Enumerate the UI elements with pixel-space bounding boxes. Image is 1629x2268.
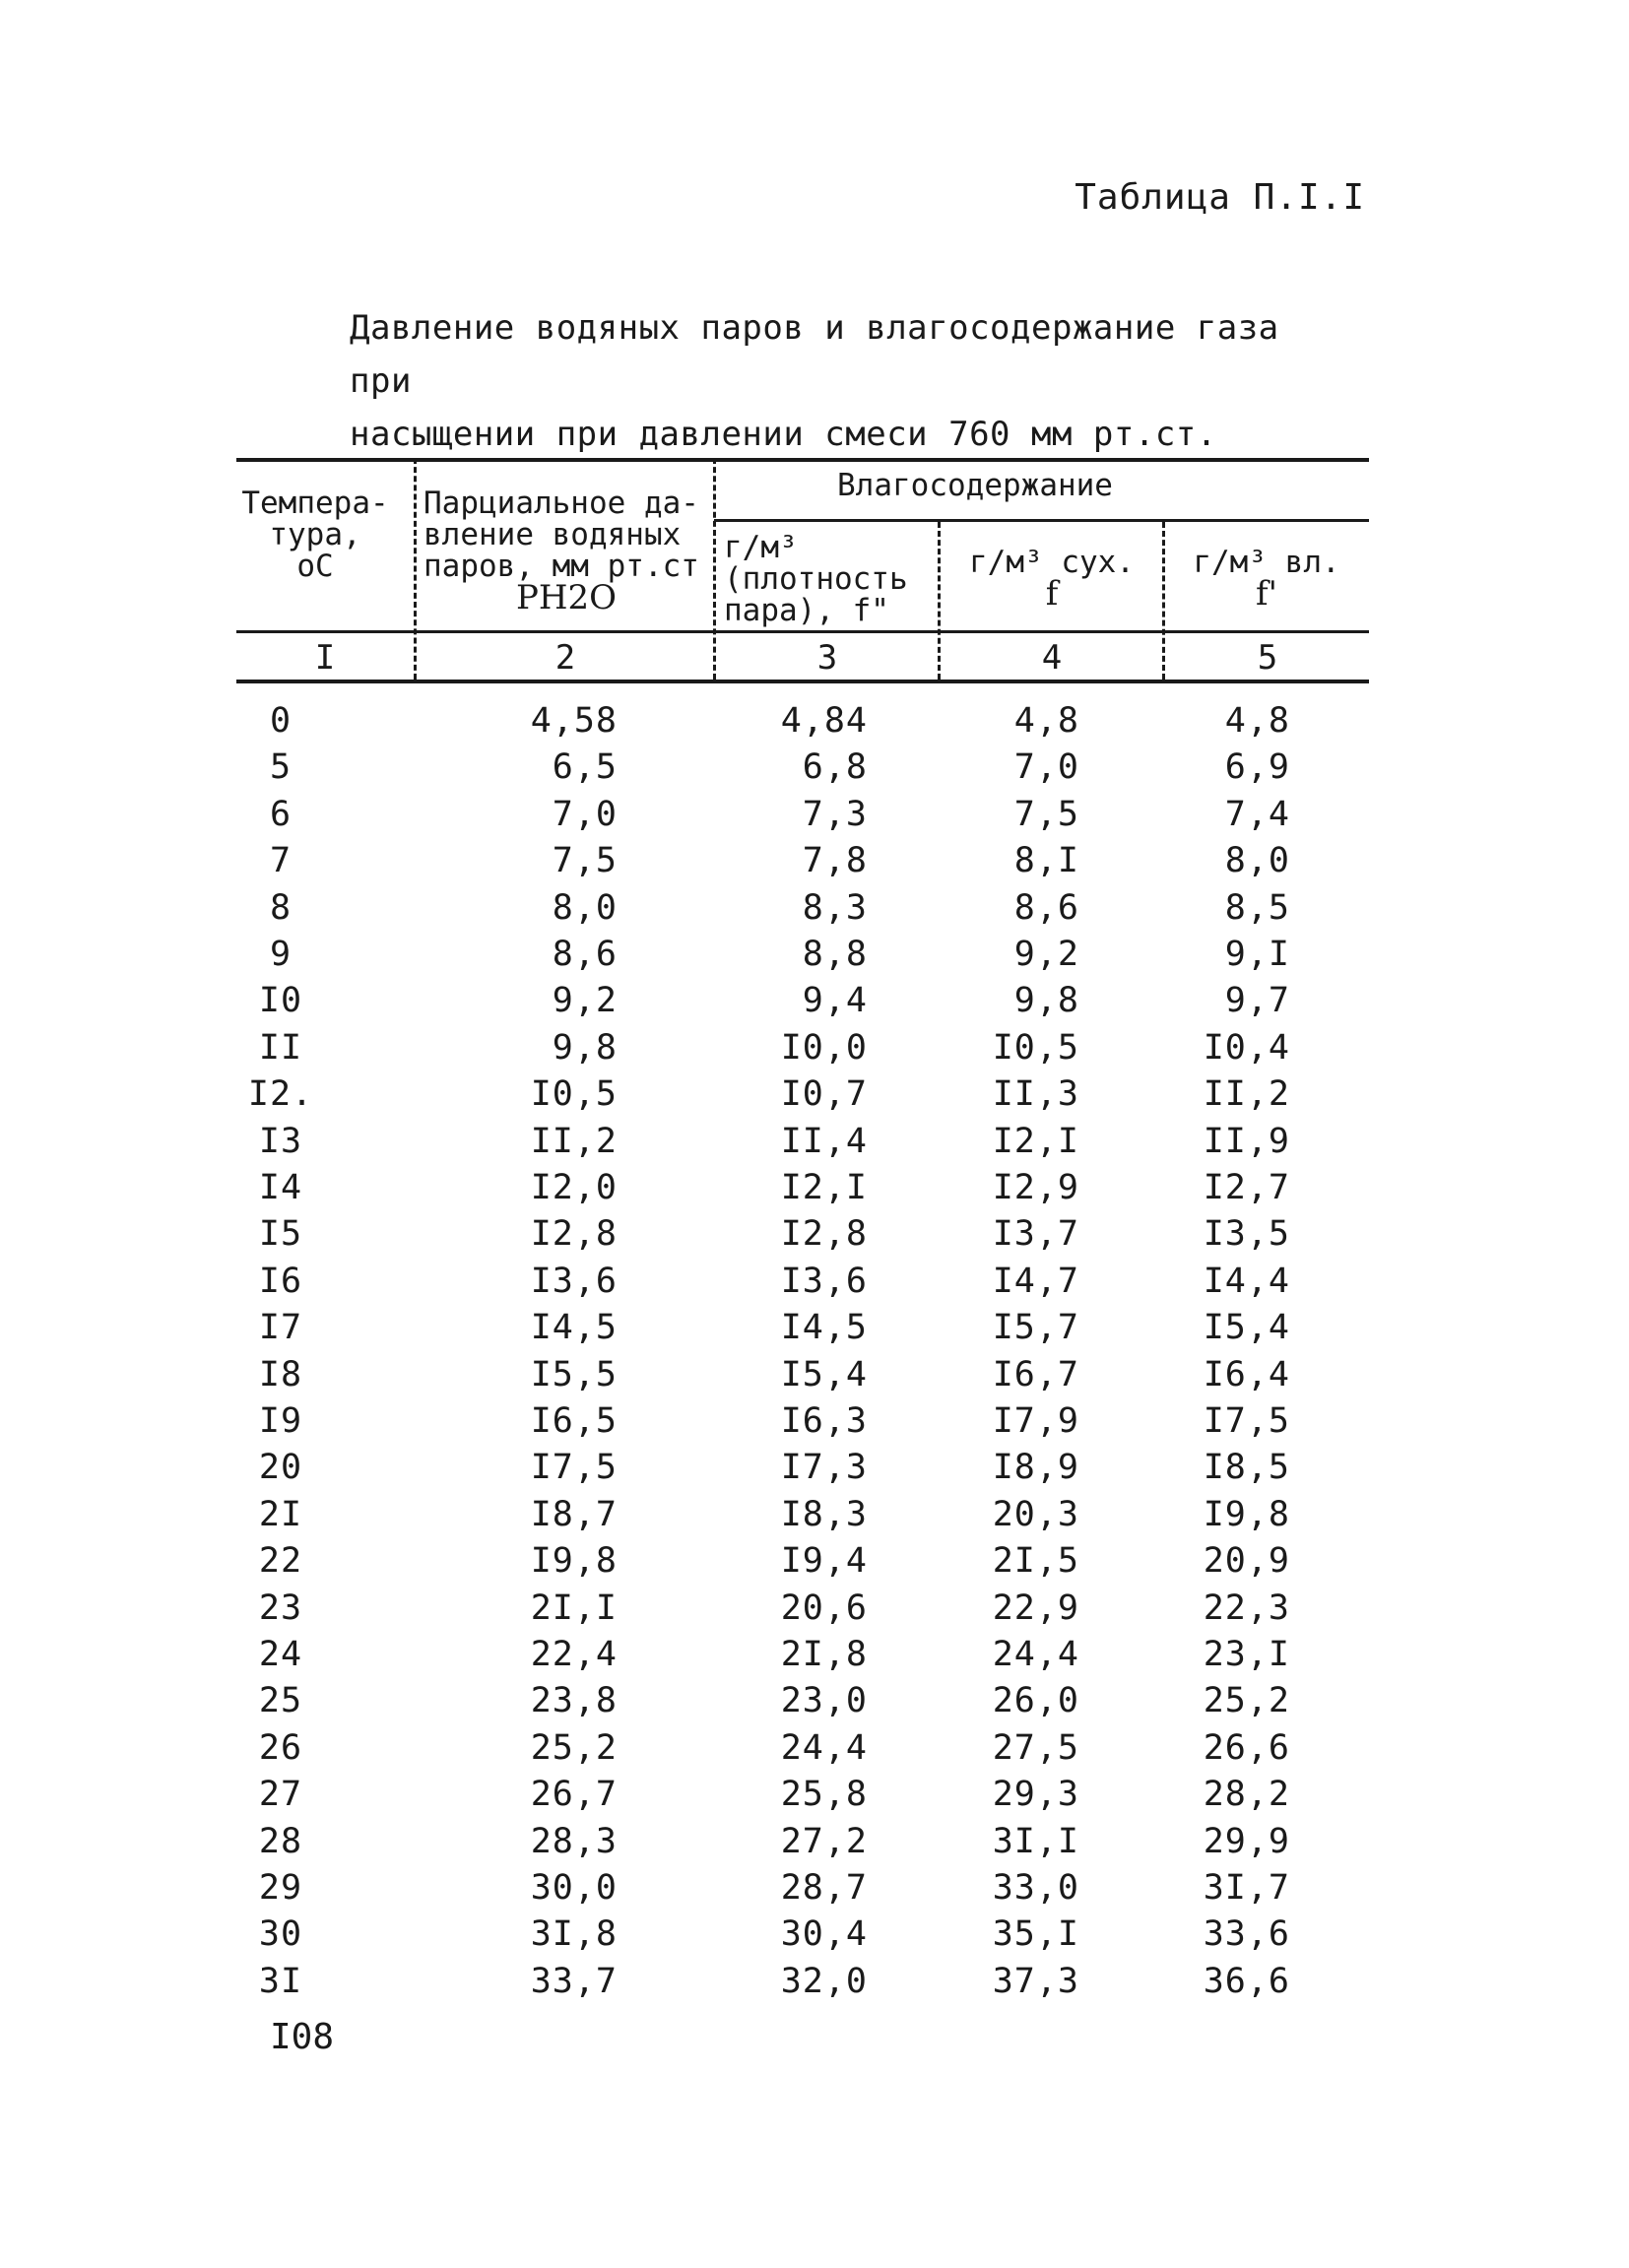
table-cell: 30,4 <box>780 1914 868 1955</box>
table-cell: I5,4 <box>1203 1308 1290 1348</box>
header-partial-pressure: Парциальное да- вление водяных паров, мм рт.ст PH2O <box>424 487 709 614</box>
table-cell: I8 <box>258 1354 303 1394</box>
table-cell: I8,9 <box>992 1448 1079 1488</box>
table-cell: I4,5 <box>780 1308 868 1348</box>
header-moisture-group: Влагосодержание <box>837 468 1113 503</box>
table-cell: 8 <box>269 887 293 928</box>
table-cell: 8,0 <box>552 887 618 928</box>
table-cell: 9,4 <box>802 981 868 1021</box>
table-cell: II,2 <box>530 1121 618 1161</box>
column-number-2: 2 <box>554 638 576 678</box>
table-row <box>0 1122 1629 1168</box>
table-row <box>0 1168 1629 1214</box>
table-cell: 2I <box>258 1494 303 1534</box>
table-cell: 9,8 <box>1013 981 1079 1021</box>
column-number-1: I <box>314 638 336 678</box>
table-cell: II <box>258 1027 303 1068</box>
column-number-5: 5 <box>1257 638 1278 678</box>
table-row <box>0 888 1629 935</box>
table-cell: II,2 <box>1203 1074 1290 1115</box>
table-cell: 23,0 <box>780 1681 868 1721</box>
table-cell: I0,5 <box>992 1027 1079 1068</box>
table-row <box>0 747 1629 794</box>
table-cell: 7,4 <box>1224 794 1290 834</box>
table-cell: 3I,I <box>992 1821 1079 1861</box>
table-cell: 33,7 <box>530 1961 618 2001</box>
table-row <box>0 1541 1629 1588</box>
table-cell: 3I,7 <box>1203 1868 1290 1908</box>
table-cell: 7,3 <box>802 794 868 834</box>
table-cell: I7 <box>258 1308 303 1348</box>
table-row <box>0 1962 1629 2008</box>
table-cell: 23 <box>258 1588 303 1628</box>
table-row <box>0 1635 1629 1681</box>
table-cell: 3I,8 <box>530 1914 618 1955</box>
column-number-3: 3 <box>816 638 838 678</box>
table-cell: 9 <box>269 935 293 974</box>
page-number: I08 <box>270 2017 335 2057</box>
table-row <box>0 935 1629 981</box>
table-cell: 22,4 <box>530 1635 618 1674</box>
table-cell: 24,4 <box>992 1635 1079 1674</box>
table-cell: 27 <box>258 1775 303 1815</box>
table-cell: I4,5 <box>530 1308 618 1348</box>
table-cell: I9,8 <box>1203 1494 1290 1534</box>
table-cell: 9,2 <box>552 981 618 1021</box>
table-cell: 9,I <box>1224 935 1290 974</box>
table-cell: I2,I <box>780 1168 868 1207</box>
table-cell: 8,6 <box>1013 887 1079 928</box>
table-row <box>0 1728 1629 1775</box>
table-cell: 2I,8 <box>780 1635 868 1674</box>
table-row <box>0 841 1629 887</box>
table-cell: 4,8 <box>1224 701 1290 741</box>
table-cell: I8,5 <box>1203 1448 1290 1488</box>
table-cell: 5 <box>269 747 293 788</box>
table-cell: 26,7 <box>530 1775 618 1815</box>
table-cell: 25,8 <box>780 1775 868 1815</box>
table-cell: I0,7 <box>780 1074 868 1115</box>
column-number-4: 4 <box>1041 638 1063 678</box>
table-cell: 25 <box>258 1681 303 1721</box>
table-cell: I2. <box>247 1074 314 1115</box>
table-cell: I0,4 <box>1203 1027 1290 1068</box>
table-row <box>0 1495 1629 1541</box>
table-cell: 9,7 <box>1224 981 1290 1021</box>
table-cell: 9,2 <box>1013 935 1079 974</box>
table-top-rule <box>236 458 1369 462</box>
table-cell: 8,6 <box>552 935 618 974</box>
table-cell: 33,0 <box>992 1868 1079 1908</box>
table-cell: 7,5 <box>552 841 618 881</box>
header-col5: г/м³ вл. f' <box>1193 545 1340 614</box>
table-cell: 8,3 <box>802 887 868 928</box>
column-numbers-rule <box>236 680 1369 683</box>
table-cell: 20,6 <box>780 1588 868 1628</box>
table-title <box>350 301 1335 461</box>
table-cell: 8,0 <box>1224 841 1290 881</box>
table-cell: 26,0 <box>992 1681 1079 1721</box>
table-row <box>0 795 1629 841</box>
table-caption: Таблица П.I.I <box>1075 177 1365 218</box>
table-cell: 29,3 <box>992 1775 1079 1815</box>
table-cell: 24,4 <box>780 1727 868 1768</box>
table-cell: 8,8 <box>802 935 868 974</box>
table-cell: I4 <box>258 1168 303 1207</box>
table-cell: I6,3 <box>780 1401 868 1441</box>
table-cell: 3I <box>258 1961 303 2001</box>
table-cell: I9,4 <box>780 1541 868 1582</box>
table-cell: 36,6 <box>1203 1961 1290 2001</box>
table-row <box>0 1262 1629 1308</box>
table-cell: I3,6 <box>530 1261 618 1301</box>
table-cell: 6,8 <box>802 747 868 788</box>
table-cell: 32,0 <box>780 1961 868 2001</box>
table-cell: 20 <box>258 1448 303 1488</box>
table-row <box>0 1914 1629 1961</box>
table-cell: 27,2 <box>780 1821 868 1861</box>
table-row <box>0 1775 1629 1821</box>
table-row <box>0 1308 1629 1354</box>
table-cell: 2I,I <box>530 1588 618 1628</box>
table-cell: I5,5 <box>530 1354 618 1394</box>
table-cell: 7,8 <box>802 841 868 881</box>
header-col3: г/м³ (плотность пара), f" <box>724 530 908 628</box>
table-row <box>0 1822 1629 1868</box>
table-cell: 8,I <box>1013 841 1079 881</box>
table-cell: I5,4 <box>780 1354 868 1394</box>
table-cell: I3,6 <box>780 1261 868 1301</box>
table-cell: I7,9 <box>992 1401 1079 1441</box>
table-cell: I2,0 <box>530 1168 618 1207</box>
table-cell: I2,8 <box>530 1214 618 1255</box>
table-cell: 4,84 <box>780 701 868 741</box>
table-cell: I7,5 <box>1203 1401 1290 1441</box>
table-cell: 28 <box>258 1821 303 1861</box>
table-cell: 4,8 <box>1013 701 1079 741</box>
header-col4: г/м³ сух. f <box>969 545 1135 614</box>
table-cell: I9,8 <box>530 1541 618 1582</box>
table-cell: 22,3 <box>1203 1588 1290 1628</box>
table-cell: 2I,5 <box>992 1541 1079 1582</box>
separator-4 <box>1162 522 1165 680</box>
table-cell: I2,8 <box>780 1214 868 1255</box>
table-cell: 28,7 <box>780 1868 868 1908</box>
header-bottom-rule <box>236 630 1369 633</box>
table-cell: 0 <box>269 701 293 741</box>
table-cell: 4,58 <box>530 701 618 741</box>
table-cell: 35,I <box>992 1914 1079 1955</box>
separator-1 <box>414 458 417 680</box>
table-cell: 6 <box>269 794 293 834</box>
table-cell: I6,5 <box>530 1401 618 1441</box>
table-cell: I5,7 <box>992 1308 1079 1348</box>
table-cell: 37,3 <box>992 1961 1079 2001</box>
table-row <box>0 701 1629 747</box>
table-cell: I3 <box>258 1121 303 1161</box>
table-cell: 33,6 <box>1203 1914 1290 1955</box>
table-cell: 26 <box>258 1727 303 1768</box>
table-cell: 30 <box>258 1914 303 1955</box>
table-cell: 23,I <box>1203 1635 1290 1674</box>
table-cell: 6,9 <box>1224 747 1290 788</box>
moisture-group-rule <box>714 519 1369 522</box>
table-cell: 23,8 <box>530 1681 618 1721</box>
table-cell: I2,I <box>992 1121 1079 1161</box>
table-cell: 25,2 <box>530 1727 618 1768</box>
table-row <box>0 1028 1629 1074</box>
table-cell: 25,2 <box>1203 1681 1290 1721</box>
table-cell: 7,0 <box>1013 747 1079 788</box>
table-cell: 27,5 <box>992 1727 1079 1768</box>
table-cell: I6,4 <box>1203 1354 1290 1394</box>
pressure-symbol: PH2O <box>515 578 618 617</box>
table-cell: 7 <box>269 841 293 881</box>
table-cell: 22 <box>258 1541 303 1582</box>
table-cell: I3,7 <box>992 1214 1079 1255</box>
table-cell: 30,0 <box>530 1868 618 1908</box>
table-cell: I5 <box>258 1214 303 1255</box>
table-cell: I2,7 <box>1203 1168 1290 1207</box>
table-cell: 28,3 <box>530 1821 618 1861</box>
table-row <box>0 981 1629 1027</box>
table-cell: I0,5 <box>530 1074 618 1115</box>
table-row <box>0 1355 1629 1401</box>
table-cell: I8,3 <box>780 1494 868 1534</box>
table-cell: 29,9 <box>1203 1821 1290 1861</box>
table-cell: 7,5 <box>1013 794 1079 834</box>
title-line-2: насыщении при давлении смеси 760 мм рт.ст. <box>350 415 1217 454</box>
separator-3 <box>938 522 941 680</box>
table-cell: I7,3 <box>780 1448 868 1488</box>
table-cell: I0,0 <box>780 1027 868 1068</box>
table-cell: 7,0 <box>552 794 618 834</box>
table-cell: I4,4 <box>1203 1261 1290 1301</box>
table-cell: I6 <box>258 1261 303 1301</box>
table-cell: 29 <box>258 1868 303 1908</box>
table-row <box>0 1401 1629 1448</box>
table-cell: 8,5 <box>1224 887 1290 928</box>
table-cell: I2,9 <box>992 1168 1079 1207</box>
table-cell: I4,7 <box>992 1261 1079 1301</box>
header-temperature: Темпера- тура, оС <box>241 486 389 584</box>
table-row <box>0 1681 1629 1727</box>
table-row <box>0 1588 1629 1635</box>
table-cell: I8,7 <box>530 1494 618 1534</box>
table-cell: II,3 <box>992 1074 1079 1115</box>
table-cell: I0 <box>258 981 303 1021</box>
table-cell: I6,7 <box>992 1354 1079 1394</box>
table-row <box>0 1868 1629 1914</box>
table-cell: 20,3 <box>992 1494 1079 1534</box>
table-row <box>0 1214 1629 1261</box>
table-cell: 22,9 <box>992 1588 1079 1628</box>
table-cell: 24 <box>258 1635 303 1674</box>
table-row <box>0 1074 1629 1121</box>
table-cell: II,4 <box>780 1121 868 1161</box>
title-line-1: Давление водяных паров и влагосодержание газа при <box>350 308 1279 401</box>
table-row <box>0 1448 1629 1494</box>
table-cell: I9 <box>258 1401 303 1441</box>
table-cell: II,9 <box>1203 1121 1290 1161</box>
table-cell: 6,5 <box>552 747 618 788</box>
table-cell: I3,5 <box>1203 1214 1290 1255</box>
table-cell: 20,9 <box>1203 1541 1290 1582</box>
table-cell: 28,2 <box>1203 1775 1290 1815</box>
table-cell: 9,8 <box>552 1027 618 1068</box>
table-cell: I7,5 <box>530 1448 618 1488</box>
table-cell: 26,6 <box>1203 1727 1290 1768</box>
